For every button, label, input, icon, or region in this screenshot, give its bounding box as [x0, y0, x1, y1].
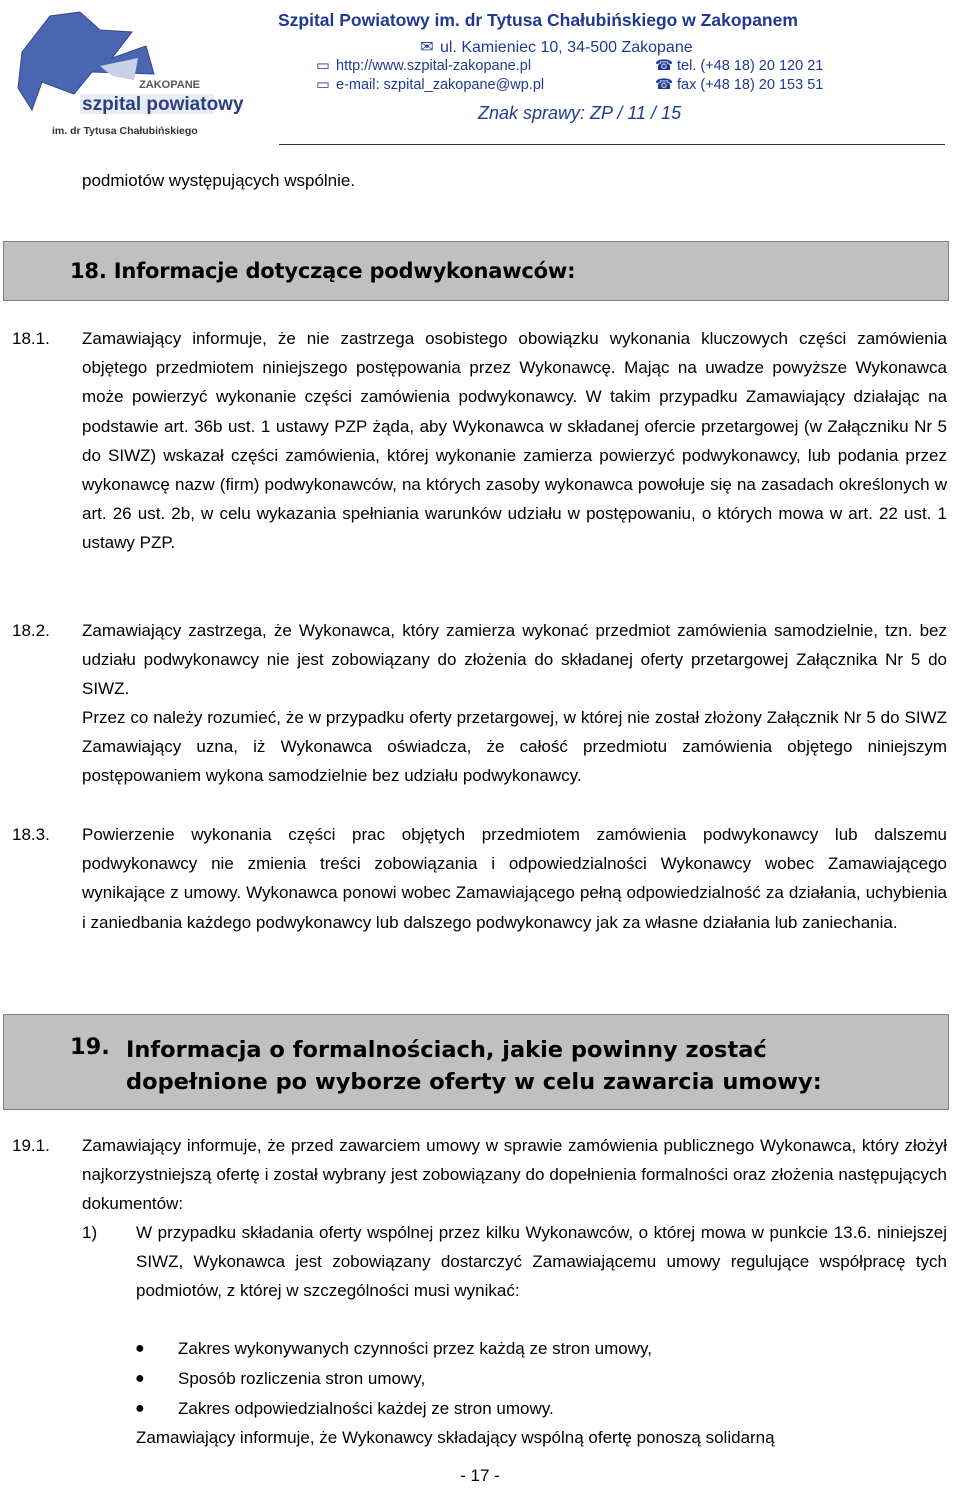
- address-text: ul. Kamieniec 10, 34-500 Zakopane: [440, 39, 693, 56]
- section-18-heading-box: [3, 241, 949, 301]
- paragraph-18-2: Zamawiający zastrzega, że Wykonawca, który zamierza wykonać przedmiot zamówienia samodzielnie, tzn. bez udziału podwykonawcy nie jest zobowiązany do złożenia do składanej oferty przetargowej Załącznika Nr 5 do SIWZ.: [82, 621, 947, 699]
- case-reference: Znak sprawy: ZP / 11 / 15: [478, 103, 682, 123]
- list-item-number: 1): [82, 1223, 98, 1242]
- section-18-heading: 18. Informacje dotyczące podwykonawców:: [70, 259, 576, 283]
- paragraph-number: 19.1.: [12, 1136, 50, 1155]
- logo-top-text: ZAKOPANE: [139, 79, 200, 91]
- phone-text: tel. (+48 18) 20 120 21: [677, 58, 824, 74]
- paragraph-18-3: Powierzenie wykonania części prac objętych przedmiotem zamówienia podwykonawcy lub dalszemu podwykonawcy nie zmienia treści zobowiązania i odpowiedzialności Wykonawcy wobec Zamawiającego wynikające z umowy. Wykonawca ponowi wobec Zamawiającego pełną odpowiedzialność za działania, uchybienia i zaniedbania każdego podwykonawcy lub dalszego podwykonawcy jak za własne działania lub zaniechania.: [82, 825, 947, 932]
- hospital-name: Szpital Powiatowy im. dr Tytusa Chałubińskiego w Zakopanem: [278, 10, 798, 30]
- list-item-1-continuation: Zamawiający informuje, że Wykonawcy składający wspólną ofertę ponoszą solidarną: [136, 1428, 775, 1447]
- list-item-1-text: W przypadku składania oferty wspólnej przez kilku Wykonawców, o której mowa w punkcie 13.6. niniejszej SIWZ, Wykonawca jest zobowiązany dostarczyć Zamawiającemu umowy regulujące współpracę tych podmiotów, z której w szczególności musi wynikać:: [136, 1223, 947, 1301]
- website-line: [314, 58, 531, 74]
- hospital-logo: [14, 10, 244, 138]
- phone-icon: ☎: [655, 58, 674, 74]
- section-19-heading: [126, 1034, 822, 1098]
- bullet-icon: ●: [135, 1370, 145, 1387]
- logo-sub-text: im. dr Tytusa Chałubińskiego: [52, 125, 198, 137]
- bullet-icon: ●: [135, 1340, 145, 1357]
- paragraph-number: 18.1.: [12, 329, 50, 348]
- bullet-item: Sposób rozliczenia stron umowy,: [178, 1369, 426, 1388]
- bullet-item: Zakres wykonywanych czynności przez każdą ze stron umowy,: [178, 1339, 652, 1358]
- section-19-heading-line-2: dopełnione po wyborze oferty w celu zawarcia umowy:: [126, 1069, 822, 1095]
- phone-line: [655, 58, 823, 74]
- intro-line: podmiotów występujących wspólnie.: [82, 171, 356, 190]
- fax-line: [655, 77, 823, 93]
- address-line: [418, 37, 693, 57]
- page-number: - 17 -: [460, 1466, 500, 1485]
- bullet-item: Zakres odpowiedzialności każdej ze stron umowy.: [178, 1399, 554, 1418]
- email-link[interactable]: e-mail: szpital_zakopane@wp.pl: [336, 77, 545, 93]
- bullet-icon: ●: [135, 1400, 145, 1417]
- website-link[interactable]: http://www.szpital-zakopane.pl: [336, 58, 532, 74]
- logo-main-text: szpital powiatowy: [82, 94, 244, 115]
- paragraph-number: 18.2.: [12, 621, 50, 640]
- paragraph-18-2-continuation: Przez co należy rozumieć, że w przypadku oferty przetargowej, w której nie został złożony Załącznik Nr 5 do SIWZ Zamawiający uzna, iż Wykonawca oświadcza, że całość przedmiotu zamówienia objętego niniejszym postępowaniem wykona samodzielnie bez udziału podwykonawcy.: [82, 708, 947, 786]
- phone-icon: ☎: [655, 77, 674, 93]
- header-divider: [279, 144, 945, 145]
- envelope-icon: ✉: [420, 39, 434, 56]
- paragraph-number: 18.3.: [12, 825, 50, 844]
- computer-icon: ▭: [316, 77, 330, 93]
- fax-text: fax (+48 18) 20 153 51: [677, 77, 824, 93]
- email-line: [314, 77, 544, 93]
- section-19-number: 19.: [70, 1034, 110, 1060]
- section-19-heading-box: [3, 1014, 949, 1110]
- section-19-heading-line-1: Informacja o formalnościach, jakie powinny zostać: [126, 1037, 767, 1063]
- computer-icon: ▭: [316, 58, 330, 74]
- paragraph-19-1: Zamawiający informuje, że przed zawarciem umowy w sprawie zamówienia publicznego Wykonawca, który złożył najkorzystniejszą ofertę i został wybrany jest zobowiązany do dopełnienia formalności oraz złożenia następujących dokumentów:: [82, 1136, 947, 1214]
- paragraph-18-1: Zamawiający informuje, że nie zastrzega osobistego obowiązku wykonania kluczowych części zamówienia objętego przedmiotem niniejszego postępowania przez Wykonawcę. Mając na uwadze powyższe Wykonawca może powierzyć wykonanie części zamówienia podwykonawcy. W takim przypadku Zamawiający działając na podstawie art. 36b ust. 1 ustawy PZP żąda, aby Wykonawca w składanej ofercie przetargowej (w Załączniku Nr 5 do SIWZ) wskazał części zamówienia, której wykonanie zamierza powierzyć podwykonawcy, lub podania przez wykonawcę nazw (firm) podwykonawców, na których zasoby wykonawca powołuje się na zasadach określonych w art. 26 ust. 2b, w celu wykazania spełniania warunków udziału w postępowaniu, o których mowa w art. 22 ust. 1 ustawy PZP.: [82, 329, 947, 553]
